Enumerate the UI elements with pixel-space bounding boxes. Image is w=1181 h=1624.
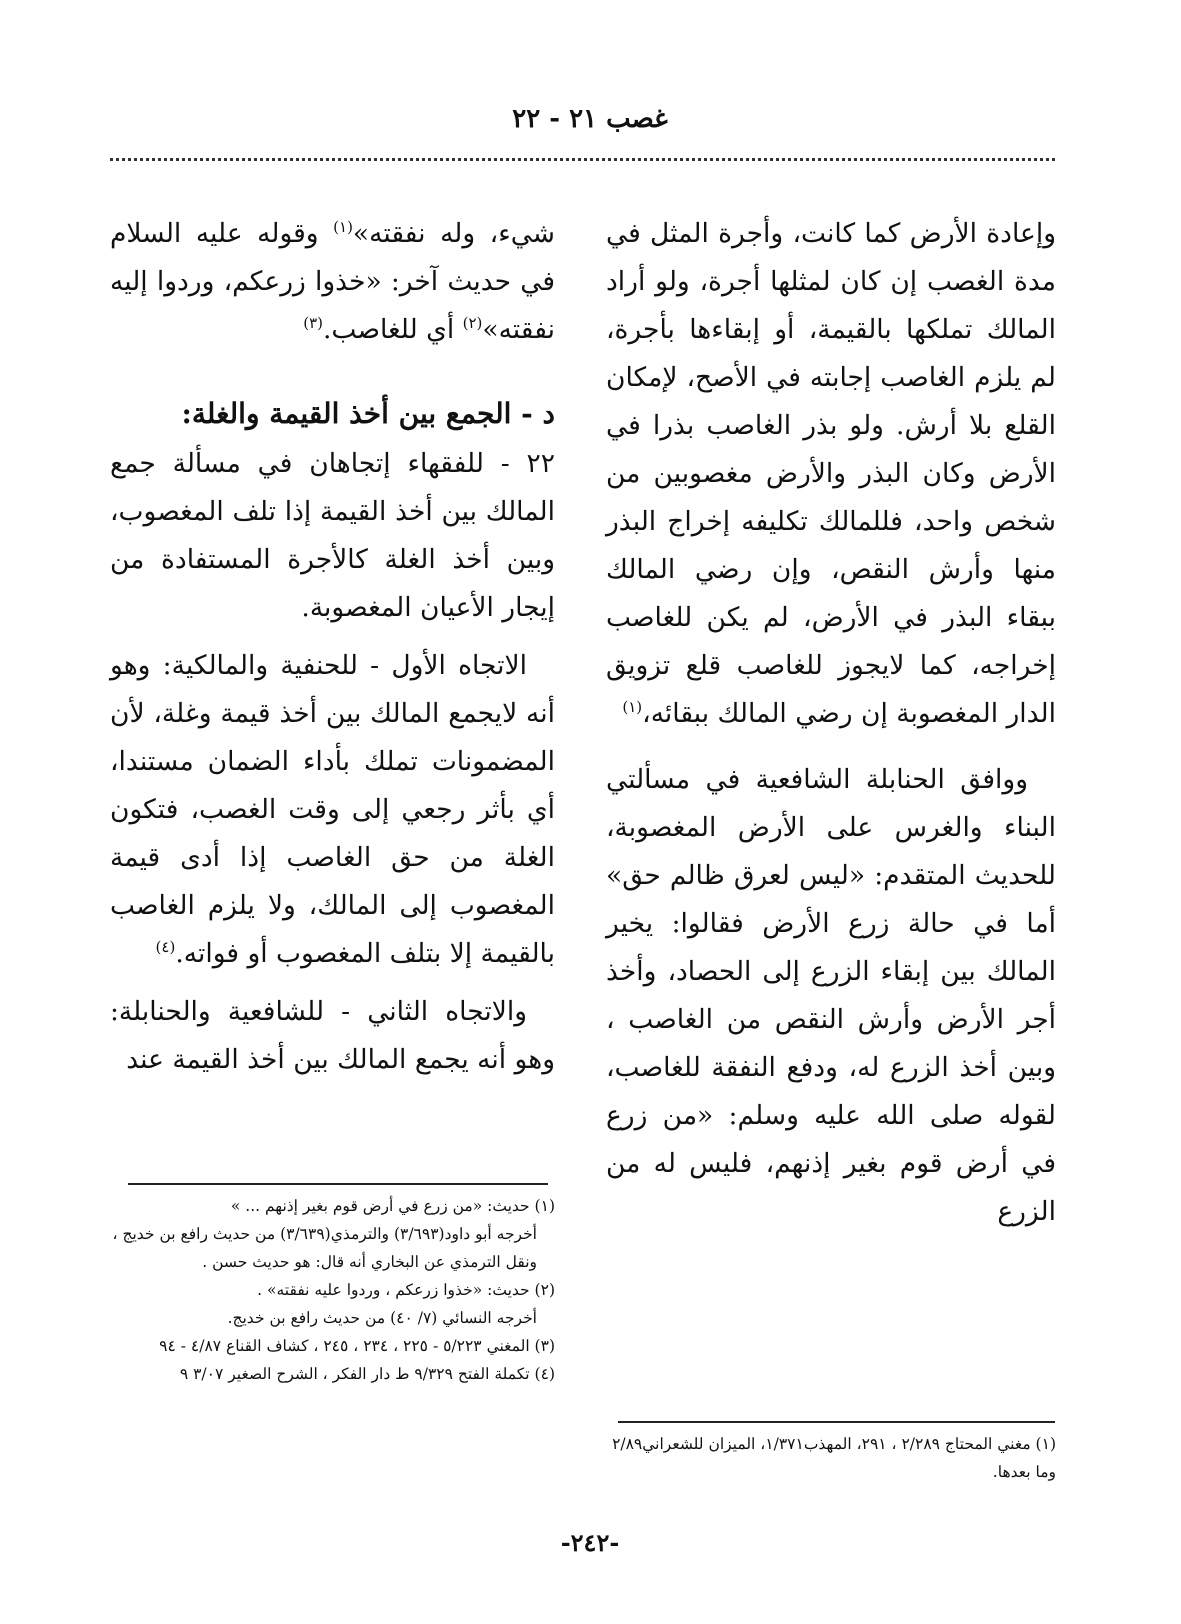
footnote-1-title: (١) حديث: «من زرع في أرض قوم بغير إذنهم ... » xyxy=(230,1197,555,1215)
second-direction-paragraph: والاتجاه الثاني - للشافعية والحنابلة: وهو أنه يجمع المالك بين أخذ القيمة عند xyxy=(110,996,555,1075)
section-heading: د - الجمع بين أخذ القيمة والغلة: xyxy=(181,397,555,430)
right-paragraph-1 xyxy=(606,210,1056,738)
footnote-divider-right xyxy=(618,1421,1055,1423)
right-column xyxy=(606,210,1056,1236)
footnote-ref: (١) xyxy=(622,698,643,717)
page-number: -٢٤٢- xyxy=(560,1528,620,1557)
footnote-3: (٣) المغني ٥/٢٢٣ - ٢٢٥ ، ٢٣٤ ، ٢٤٥ ، كشاف القناع ٤/٨٧ - ٩٤ xyxy=(159,1337,555,1355)
running-header: غصب ٢١ - ٢٢ xyxy=(512,104,668,134)
header-dotted-divider xyxy=(110,158,1055,161)
left-paragraph-1-text-b: وقوله عليه السلام في حديث آخر: «خذوا زرعكم، وردوا إليه نفقته» xyxy=(110,218,555,345)
footnote-2-title: (٢) حديث: «خذوا زرعكم ، وردوا عليه نفقته» . xyxy=(257,1281,555,1299)
footnote-ref: (٤) xyxy=(155,938,176,957)
footnote-ref: (٢) xyxy=(462,314,483,333)
footnote-ref: (١) xyxy=(333,218,353,237)
footnote-4: (٤) تكملة الفتح ٩/٣٢٩ ط دار الفكر ، الشرح الصغير ٣/٠٧ ٩ xyxy=(179,1365,555,1383)
left-paragraph-1-text-a: شيء، وله نفقته» xyxy=(352,218,555,249)
footnotes-right xyxy=(606,1430,1056,1486)
first-direction-text: الاتجاه الأول - للحنفية والمالكية: وهو أنه لايجمع المالك بين أخذ قيمة وغلة، لأن المضمونات تملك بأداء الضمان مستندا، أي بأثر رجعي إلى وقت الغصب، فتكون الغلة من حق الغاصب إذا أدى قيمة المغصوب إلى المالك، ولا يلزم الغاصب بالقيمة إلا بتلف المغصوب أو فواته. xyxy=(110,650,555,969)
left-paragraph-1-text-c: أي للغاصب. xyxy=(323,314,463,345)
right-paragraph-2: ووافق الحنابلة الشافعية في مسألتي البناء والغرس على الأرض المغصوبة، للحديث المتقدم: «ليس لعرق ظالم حق» أما في حالة زرع الأرض فقالوا: يخير المالك بين إبقاء الزرع إلى الحصاد، وأخذ أجر الأرض وأرش النقص من الغاصب ، وبين أخذ الزرع له، ودفع النفقة للغاصب، لقوله صلى الله عليه وسلم: «من زرع في أرض قوم بغير إذنهم، فليس له من الزرع xyxy=(606,764,1056,1227)
left-column xyxy=(110,210,555,1084)
footnote-ref: (٣) xyxy=(303,314,323,333)
footnote-2-body: أخرجه النسائي (٧/ ٤٠) من حديث رافع بن خديج. xyxy=(227,1309,537,1327)
footnote-divider-left xyxy=(128,1183,548,1185)
left-paragraph-1 xyxy=(110,210,555,354)
footnotes-left xyxy=(110,1192,555,1388)
right-paragraph-1-text: وإعادة الأرض كما كانت، وأجرة المثل في مدة الغصب إن كان لمثلها أجرة، ولو أراد المالك تملكها بالقيمة، أو إبقاءها بأجرة، لم يلزم الغاصب إجابته في الأصح، لإمكان القلع بلا أرش. ولو بذر الغاصب بذرا في الأرض وكان البذر والأرض مغصوبين من شخص واحد، فللمالك تكليفه إخراج البذر منها وأرش النقص، وإن رضي المالك ببقاء البذر في الأرض، لم يكن للغاصب إخراجه، كما لايجوز للغاصب قلع تزويق الدار المغصوبة إن رضي المالك ببقائه، xyxy=(606,218,1056,729)
footnote-1-body: أخرجه أبو داود(٣/٦٩٣) والترمذي(٣/٦٣٩) من حديث رافع بن خديج ، ونقل الترمذي عن البخاري أنه قال: هو حديث حسن . xyxy=(112,1225,537,1271)
numbered-paragraph-22: ٢٢ - للفقهاء إتجاهان في مسألة جمع المالك بين أخذ القيمة إذا تلف المغصوب، وبين أخذ الغلة كالأجرة المستفادة من إيجار الأعيان المغصوبة. xyxy=(110,448,555,623)
first-direction-paragraph xyxy=(110,642,555,978)
footnote-right-1: (١) مغني المحتاج ٢/٢٨٩ ، ٢٩١، المهذب١/٣٧١، الميزان للشعراني٢/٨٩ وما بعدها. xyxy=(612,1435,1056,1481)
